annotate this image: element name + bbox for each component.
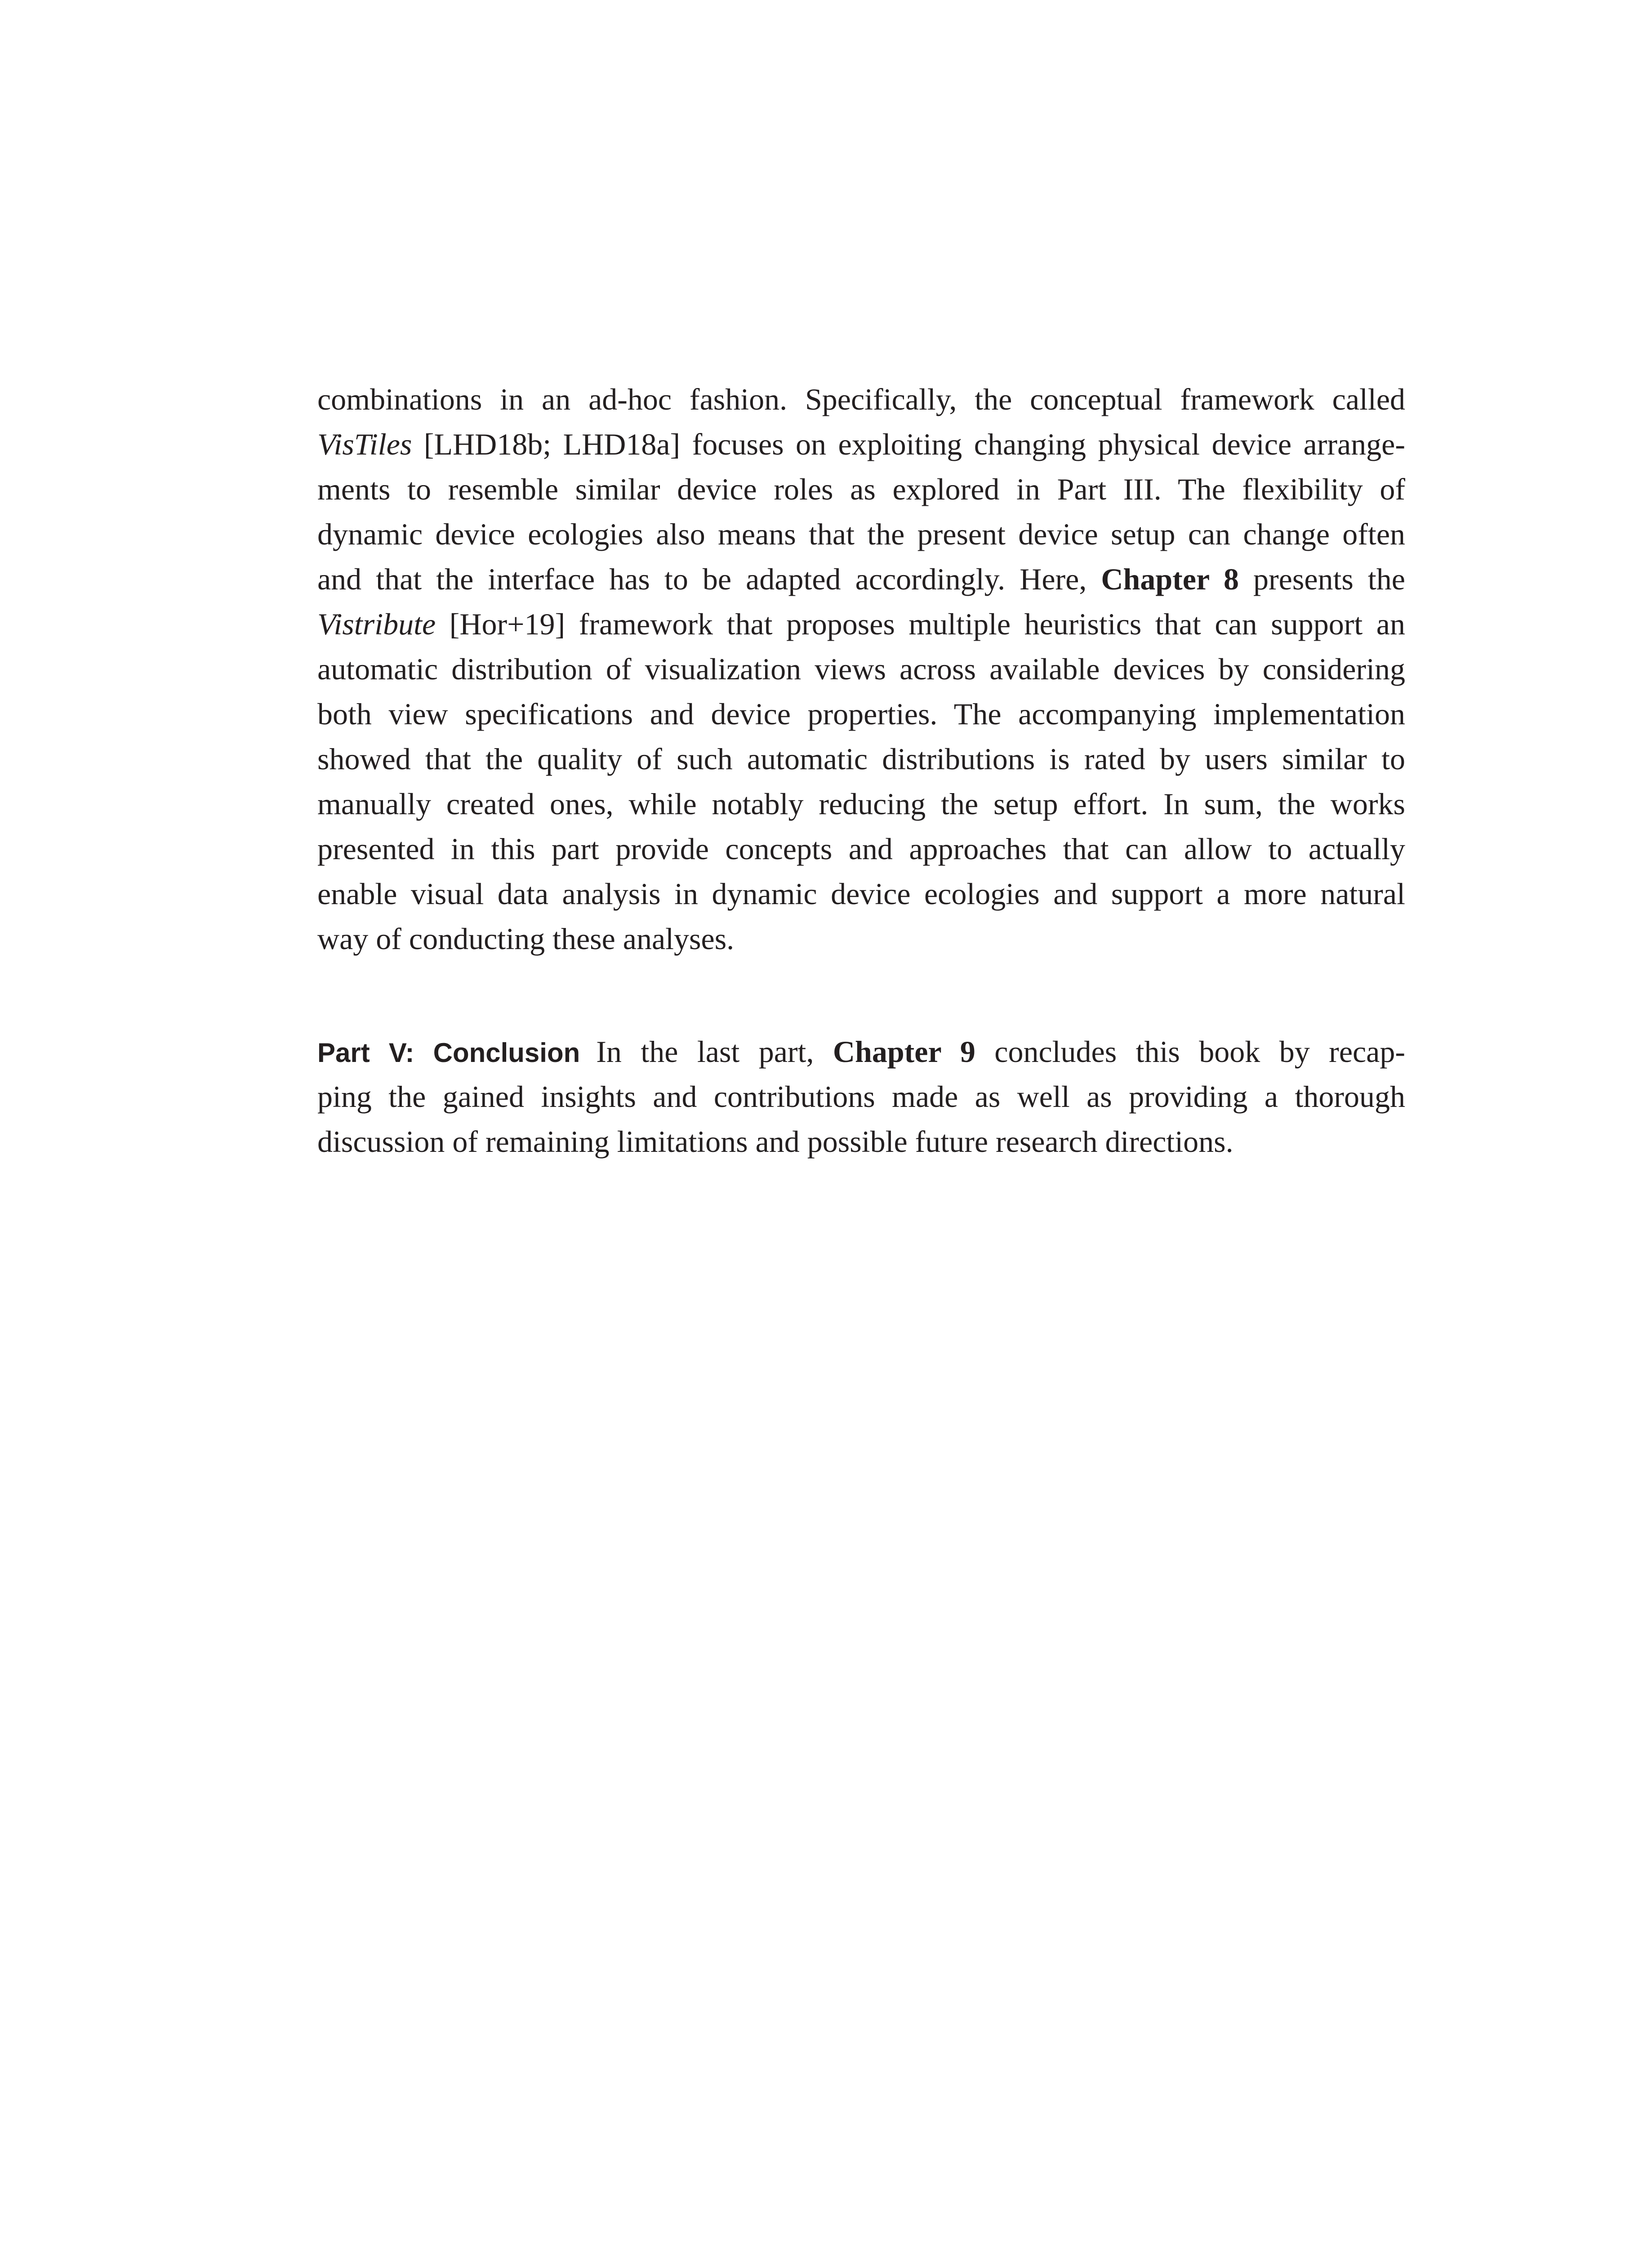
text-run: dynamic device ecologies also means that the present device setup can change often <box>317 517 1405 551</box>
text-line <box>317 422 1405 467</box>
text-run: In the last part, <box>596 1035 833 1069</box>
body-paragraph-device-ecologies <box>317 377 1405 961</box>
text-line <box>317 467 1405 512</box>
body-paragraph-conclusion <box>317 1029 1405 1164</box>
text-line <box>317 377 1405 422</box>
text-line <box>317 557 1405 602</box>
text-run: concludes this book by recap- <box>975 1035 1406 1069</box>
italic-text: Vistribute <box>317 607 436 641</box>
text-line <box>317 1029 1405 1074</box>
text-line <box>317 602 1405 647</box>
text-run: both view specifications and device properties. The accompanying implementation <box>317 697 1405 731</box>
text-line <box>317 647 1405 691</box>
text-run: presents the <box>1238 562 1405 596</box>
text-run: way of conducting these analyses. <box>317 922 735 956</box>
text-run: [LHD18b; LHD18a] focuses on exploiting changing physical device arrange- <box>412 427 1405 461</box>
text-line <box>317 1074 1405 1119</box>
text-run: manually created ones, while notably reducing the setup effort. In sum, the works <box>317 787 1405 821</box>
text-run: showed that the quality of such automatic distributions is rated by users similar to <box>317 742 1405 776</box>
italic-text: VisTiles <box>317 427 412 461</box>
text-line <box>317 781 1405 826</box>
bold-text: Chapter 9 <box>833 1035 975 1069</box>
text-line <box>317 736 1405 781</box>
bold-text: Chapter 8 <box>1101 562 1239 596</box>
text-run: combinations in an ad-hoc fashion. Specifically, the conceptual framework called <box>317 382 1405 416</box>
text-run: automatic distribution of visualization views across available devices by considering <box>317 652 1405 686</box>
text-line <box>317 691 1405 736</box>
text-run: and that the interface has to be adapted accordingly. Here, <box>317 562 1101 596</box>
text-run: ments to resemble similar device roles as explored in Part III. The flexibility of <box>317 472 1405 506</box>
paragraph-heading: Part V: Conclusion <box>317 1038 580 1068</box>
text-line <box>317 871 1405 916</box>
text-run: ping the gained insights and contributions made as well as providing a thorough <box>317 1079 1405 1114</box>
text-run: [Hor+19] framework that proposes multiple heuristics that can support an <box>436 607 1405 641</box>
text-line <box>317 826 1405 871</box>
text-run: enable visual data analysis in dynamic device ecologies and support a more natural <box>317 877 1405 911</box>
text-line <box>317 916 1405 961</box>
text-line <box>317 512 1405 557</box>
text-run: discussion of remaining limitations and possible future research directions. <box>317 1124 1233 1159</box>
text-run: presented in this part provide concepts and approaches that can allow to actually <box>317 832 1405 866</box>
text-line <box>317 1119 1405 1164</box>
